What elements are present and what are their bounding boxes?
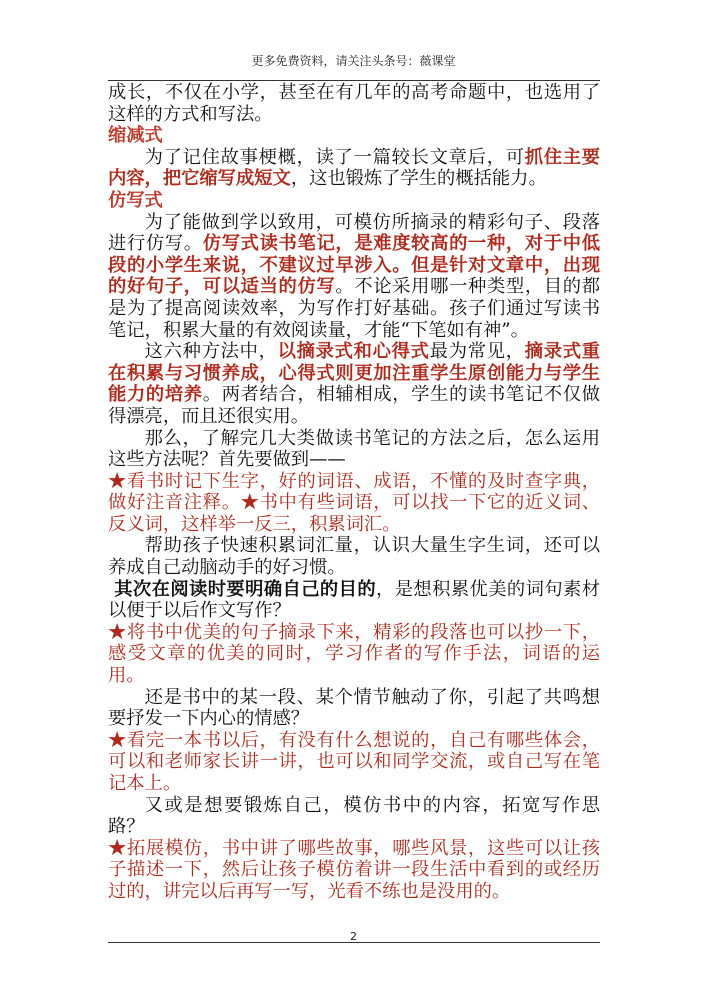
text: 为了记住故事梗概，读了一篇较长文章后，可: [144, 146, 525, 168]
text: 最为常见，: [429, 341, 525, 363]
star-tip: ★看完一本书以后，有没有什么想说的，自己有哪些体会，可以和老师家长讲一讲，也可以和同学交流，或自己写在笔记本上。: [108, 729, 600, 794]
text: 。两者结合，相辅相成，学生的读书笔记不仅做得漂亮，而且还很实用。: [108, 384, 601, 427]
paragraph: 成长，不仅在小学，甚至在有几年的高考命题中，也选用了这样的方式和写法。: [108, 82, 600, 125]
footer-divider: [108, 942, 600, 943]
paragraph: 又或是想要锻炼自己，模仿书中的内容，拓宽写作思路？: [108, 794, 600, 838]
star-tip: [108, 471, 600, 536]
highlight-text: 抓住主要内容，把它缩写成短文: [108, 146, 601, 190]
star-tip: ★将书中优美的句子摘录下来，精彩的段落也可以抄一下，感受文章的优美的同时，学习作者的写作手法，词语的运用。: [108, 621, 600, 687]
text: 这六种方法中，: [144, 341, 278, 363]
paragraph: [108, 341, 600, 427]
text: 为了能做到学以致用，可模仿所摘录的精彩句子、段落进行仿写。: [108, 211, 600, 255]
text: ，这也锻炼了学生的概括能力。: [290, 168, 547, 190]
highlight-text: 仿写式读书笔记，是难度较高的一种，对于中低段的小学生来说，不建议过早涉入。但是针对文章中，出现的好句子，可以适当的仿写: [108, 233, 601, 298]
paragraph: [108, 212, 600, 342]
highlight-text: 以摘录式和心得式: [277, 341, 430, 363]
text: ，是想积累优美的词句素材以便于以后作文写作？: [108, 578, 601, 622]
text: 。不论采用哪一种类型，目的都是为了提高阅读效率，为写作打好基础。孩子们通过写读书笔记，积累大量的有效阅读量，才能“下笔如有神”。: [108, 276, 601, 341]
bold-text: 其次在阅读时要明确自己的目的: [114, 578, 377, 600]
paragraph: [108, 147, 600, 190]
header-divider: [108, 80, 600, 81]
star-tip: ★拓展模仿，书中讲了哪些故事，哪些风景，这些可以让孩子描述一下，然后让孩子模仿着讲一段生活中看到的或经历过的，讲完以后再写一写，光看不练也是没用的。: [108, 837, 600, 902]
star-tip-text: ★书中有些词语，可以找一下它的近义词、反义词，这样举一反三，积累词汇。: [108, 492, 601, 535]
star-tip-text: ★看书时记下生字，好的词语、成语，不懂的及时查字典，做好注音注释。: [108, 470, 600, 514]
paragraph: 帮助孩子快速积累词汇量，认识大量生字生词，还可以养成自己动脑动手的好习惯。: [108, 535, 600, 579]
section-heading-suojian: 缩减式: [108, 125, 163, 147]
paragraph: 还是书中的某一段、某个情节触动了你，引起了共鸣想要抒发一下内心的情感？: [108, 686, 600, 730]
page-number: 2: [350, 930, 357, 943]
highlight-text: 摘录式重在积累与习惯养成，心得式则更加注重学生原创能力与学生能力的培养: [108, 341, 601, 406]
paragraph: 那么，了解完几大类做读书笔记的方法之后，怎么运用这些方法呢？首先要做到——: [108, 427, 600, 471]
paragraph: [108, 579, 600, 622]
page-header: 更多免费资料，请关注头条号：薇课堂: [251, 54, 456, 68]
document-body: [108, 82, 600, 903]
section-heading-fangxie: 仿写式: [108, 189, 163, 211]
